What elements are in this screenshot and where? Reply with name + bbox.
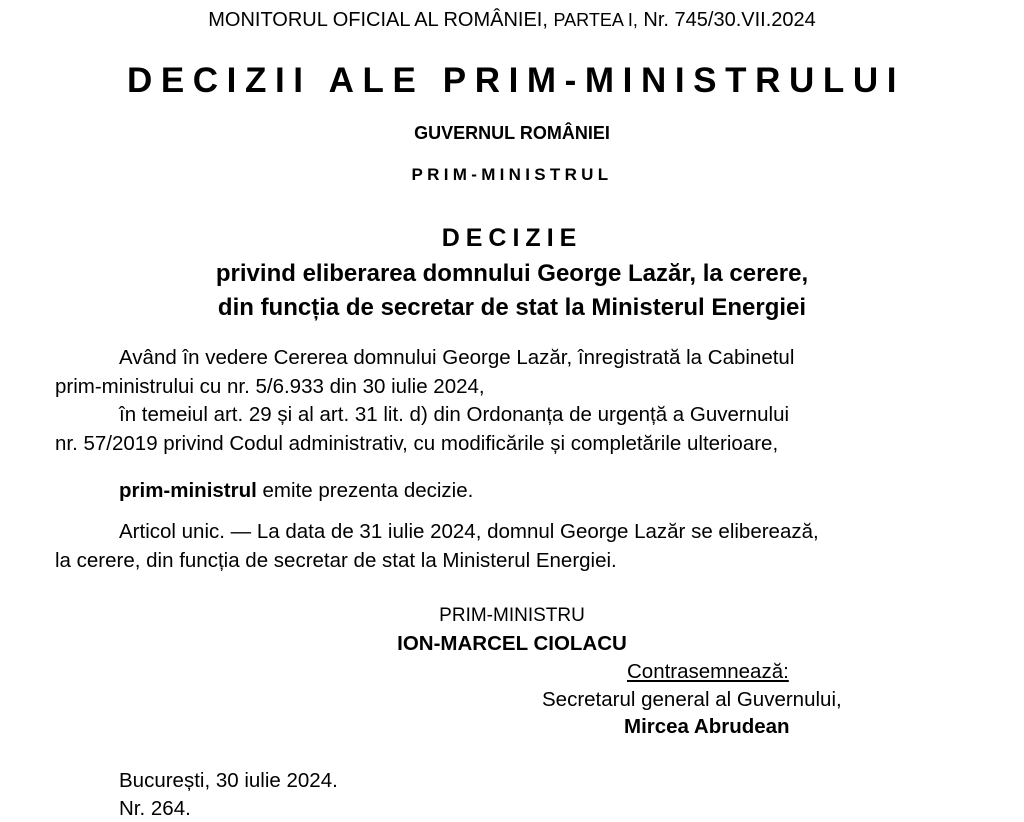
countersign-label: Contrasemnează:: [627, 660, 789, 683]
issue-number: Nr. 745/30.VII.2024: [643, 9, 816, 31]
document-type: DECIZIE: [441, 224, 583, 252]
government-heading: GUVERNUL ROMÂNIEI: [414, 123, 610, 143]
enacting-clause: [119, 481, 473, 502]
issuer-heading: PRIM-MINISTRUL: [411, 165, 613, 184]
preamble-paragraph-2-line-2: nr. 57/2019 privind Codul administrativ, cu modificările și completările ulterioare,: [55, 432, 779, 455]
article-line-1: Articol unic. — La data de 31 iulie 2024, domnul George Lazăr se eliberează,: [119, 520, 819, 543]
section-title: DECIZII ALE PRIM-MINISTRULUI: [126, 61, 906, 100]
enacting-text: emite prezenta decizie.: [256, 479, 474, 502]
signatory-name: ION-MARCEL CIOLACU: [397, 632, 627, 655]
preamble-paragraph-1-line-1: Având în vedere Cererea domnului George Lazăr, înregistrată la Cabinetul: [119, 346, 795, 369]
preamble-paragraph-1-line-2: prim-ministrului cu nr. 5/6.933 din 30 iulie 2024,: [55, 375, 485, 398]
preamble-paragraph-2-line-1: în temeiul art. 29 și al art. 31 lit. d) din Ordonanța de urgență a Guvernului: [119, 403, 790, 426]
publication-part: PARTEA I,: [553, 10, 638, 30]
place-and-date: București, 30 iulie 2024.: [119, 769, 338, 792]
page-header: [0, 10, 1024, 30]
document-subject-line-1: privind eliberarea domnului George Lazăr, la cerere,: [215, 260, 809, 287]
countersign-name: Mircea Abrudean: [624, 715, 790, 738]
publication-name: MONITORUL OFICIAL AL ROMÂNIEI,: [208, 9, 548, 31]
article-line-2: la cerere, din funcția de secretar de stat la Ministerul Energiei.: [55, 549, 617, 572]
countersign-role: Secretarul general al Guvernului,: [542, 688, 842, 711]
decision-number: Nr. 264.: [119, 797, 191, 820]
document-subject-line-2: din funcția de secretar de stat la Ministerul Energiei: [217, 294, 807, 321]
enacting-subject: prim-ministrul: [119, 479, 257, 502]
signatory-title: PRIM-MINISTRU: [439, 605, 585, 626]
